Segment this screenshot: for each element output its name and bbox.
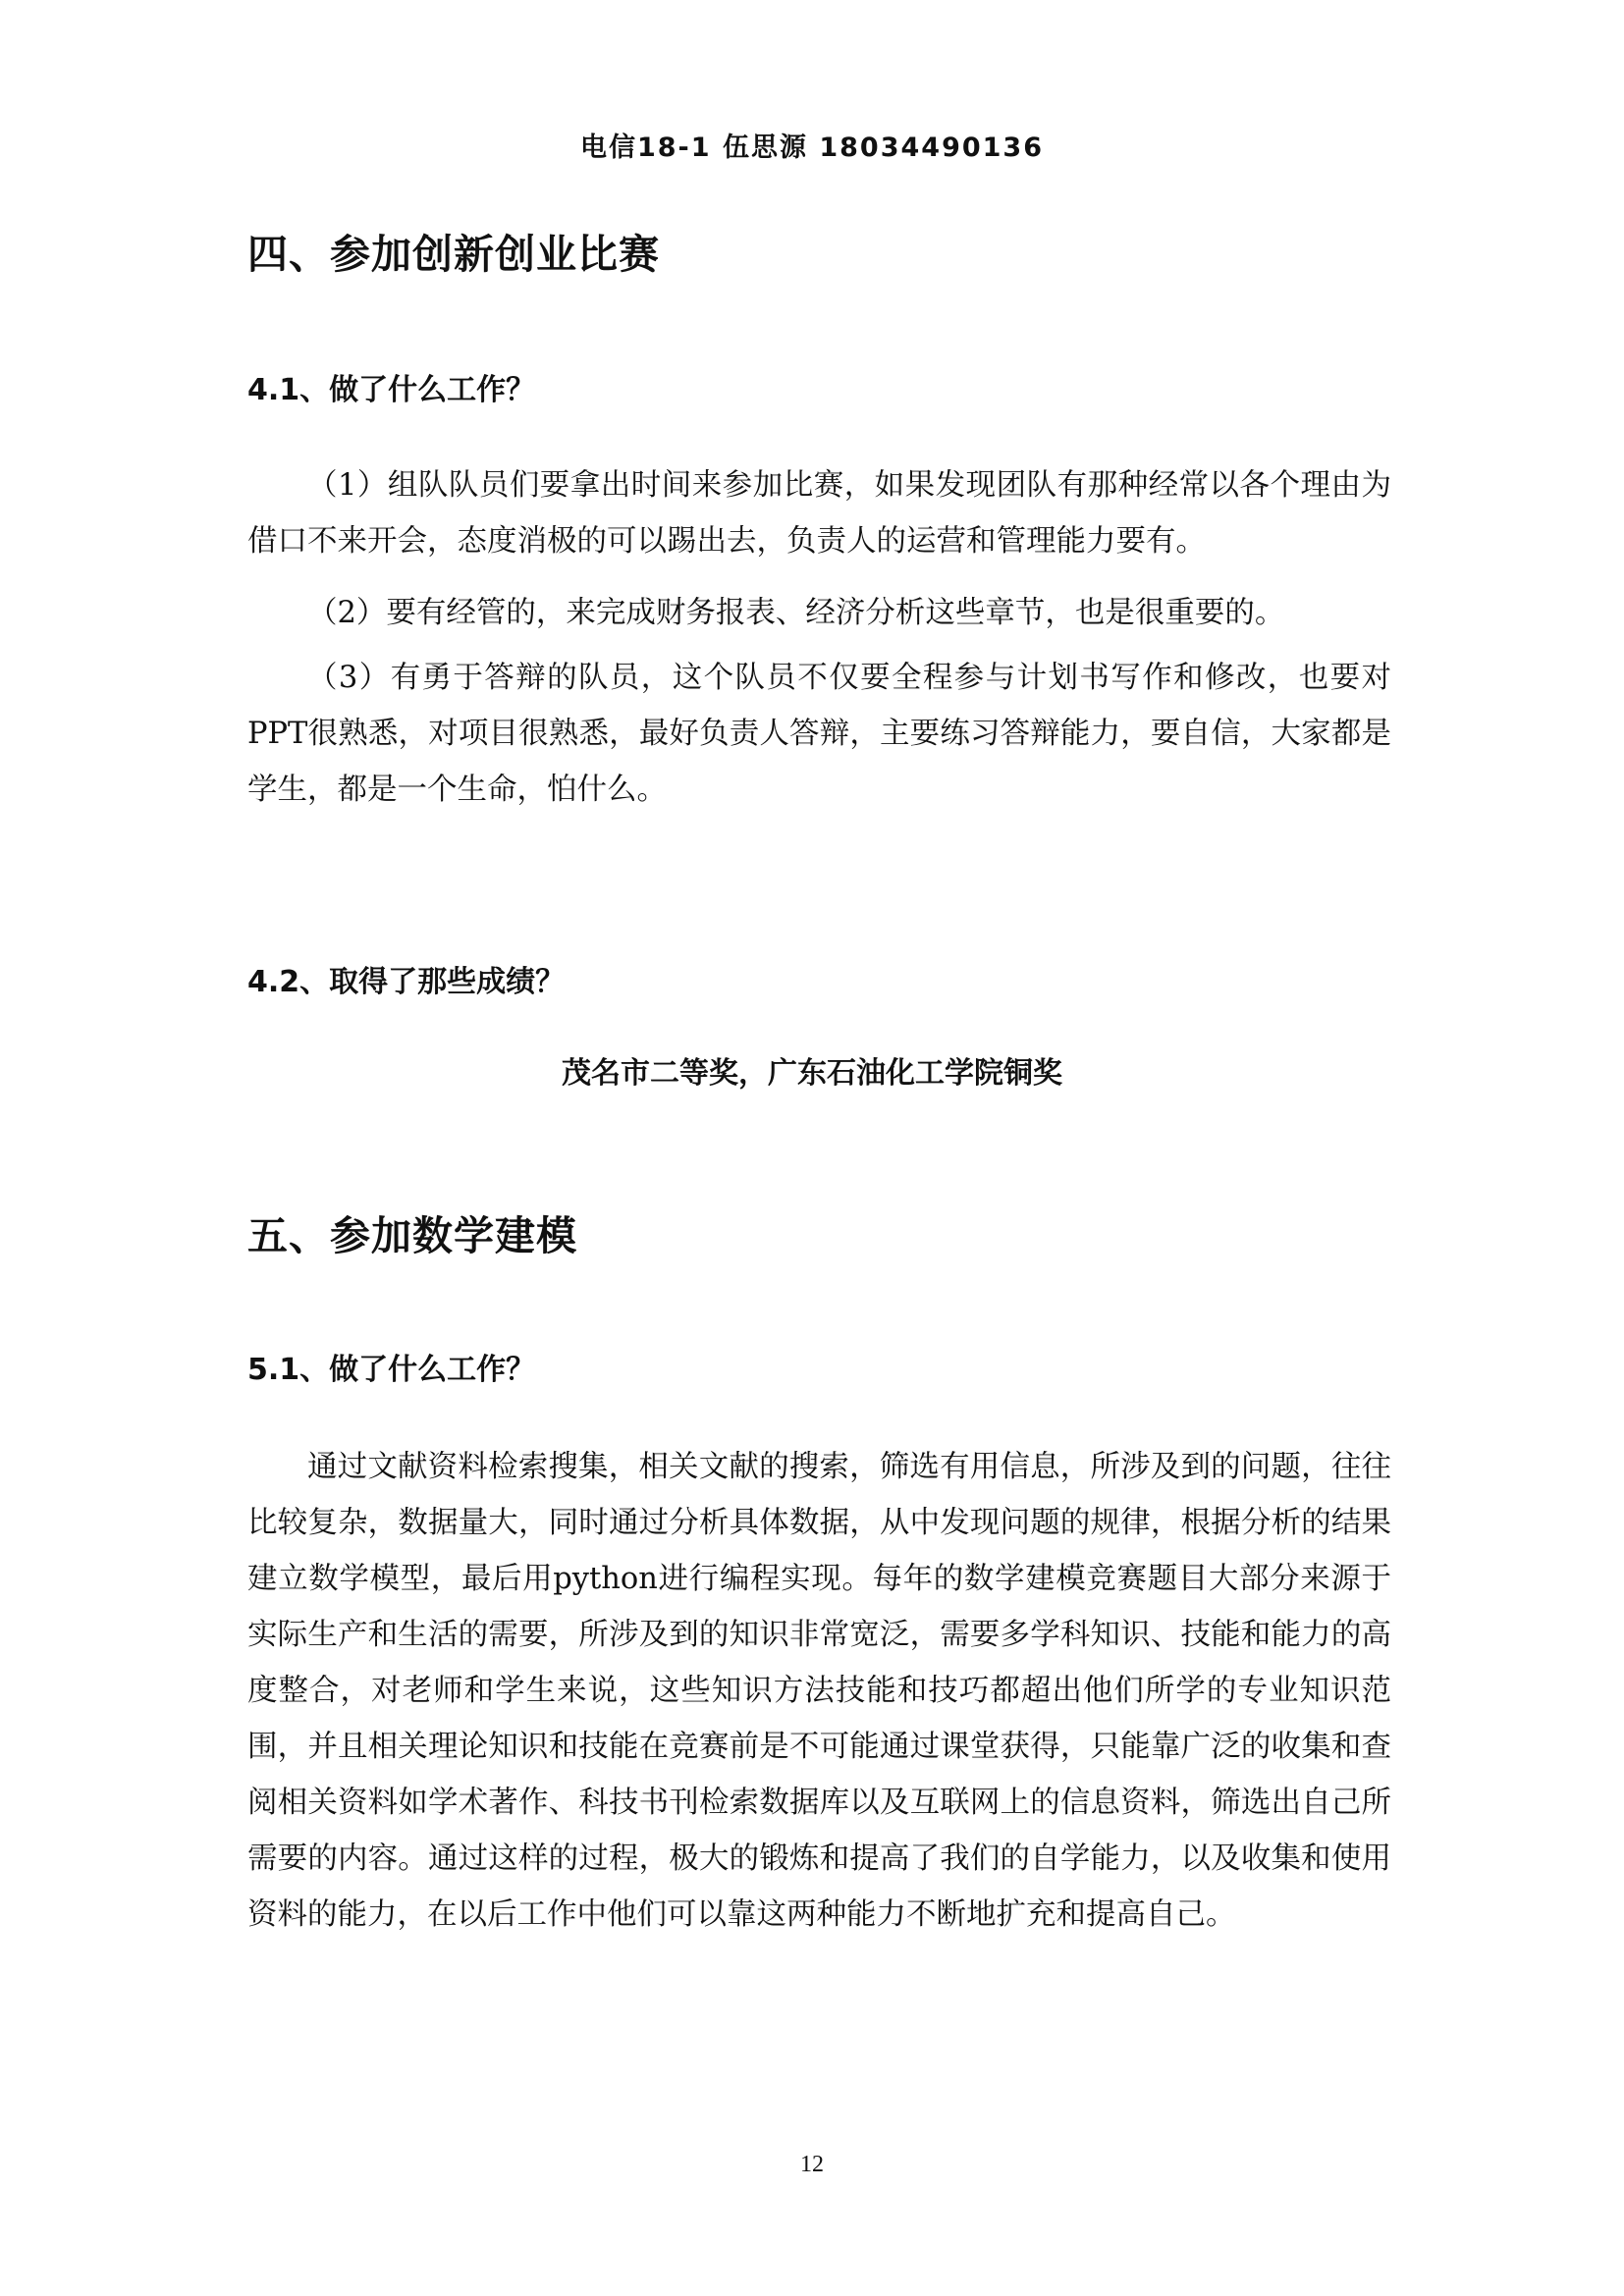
section-5-1-paragraph: 通过文献资料检索搜集，相关文献的搜索，筛选有用信息，所涉及到的问题，往往比较复杂，数据量大，同时通过分析具体数据，从中发现问题的规律，根据分析的结果建立数学模型，最后用python进行编程实现。每年的数学建模竞赛题目大部分来源于实际生产和生活的需要，所涉及到的知识非常宽泛，需要多学科知识、技能和能力的高度整合，对老师和学生来说，这些知识方法技能和技巧都超出他们所学的专业知识范围，并且相关理论知识和技能在竞赛前是不可能通过课堂获得，只能靠广泛的收集和查阅相关资料如学术著作、科技书刊检索数据库以及互联网上的信息资料，筛选出自己所需要的内容。通过这样的过程，极大的锻炼和提高了我们的自学能力，以及收集和使用资料的能力，在以后工作中他们可以靠这两种能力不断地扩充和提高自己。 <box>247 1450 1391 1932</box>
section-5-title: 五、参加数学建模 <box>247 1212 577 1259</box>
section-4-1-paragraph-3: （3）有勇于答辩的队员，这个队员不仅要全程参与计划书写作和修改，也要对PPT很熟悉，对项目很熟悉，最好负责人答辩，主要练习答辩能力，要自信，大家都是学生，都是一个生命，怕什么。 <box>247 661 1391 807</box>
section-4-1-title: 4.1、做了什么工作？ <box>247 373 536 407</box>
section-5-1-title: 5.1、做了什么工作？ <box>247 1353 536 1387</box>
section-4-1-paragraph-2: （2）要有经管的，来完成财务报表、经济分析这些章节，也是很重要的。 <box>307 596 1285 630</box>
section-4-1-paragraph-1: （1）组队队员们要拿出时间来参加比赛，如果发现团队有那种经常以各个理由为借口不来开会，态度消极的可以踢出去，负责人的运营和管理能力要有。 <box>247 468 1391 559</box>
page-header: 电信18-1 伍思源 18034490136 <box>579 133 1045 163</box>
section-4-title: 四、参加创新创业比赛 <box>247 231 660 278</box>
section-4-2-title: 4.2、取得了那些成绩？ <box>247 965 566 999</box>
achievement-text: 茂名市二等奖，广东石油化工学院铜奖 <box>562 1056 1062 1091</box>
page-number: 12 <box>800 2152 824 2177</box>
